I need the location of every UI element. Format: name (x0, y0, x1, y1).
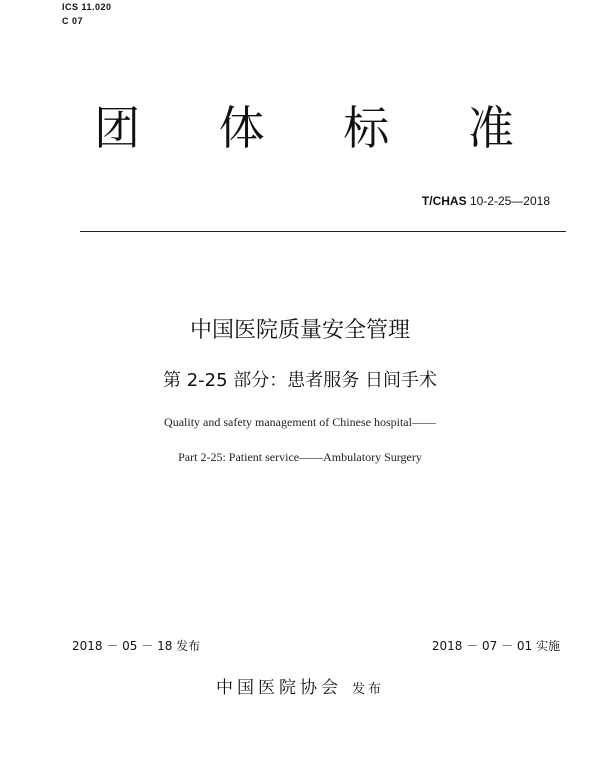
document-subtitle-en: Part 2-25: Patient service——Ambulatory Surgery (178, 450, 422, 464)
implementation-date: 2018 － 07 － 01 实施 (431, 639, 560, 653)
standard-number-value: 10-2-25—2018 (469, 194, 550, 208)
standard-type-heading: 团 体 标 准 (94, 101, 546, 155)
document-subtitle-cn: 第 2-25 部分：患者服务 日间手术 (162, 370, 437, 391)
header-divider (80, 231, 566, 232)
publisher-org: 中国医院协会 (215, 678, 342, 698)
publisher-verb: 发布 (351, 682, 384, 697)
issue-date: 2018 － 05 － 18 发布 (72, 639, 201, 653)
ics-code: ICS 11.020 (62, 2, 112, 12)
publisher-line (0, 676, 600, 702)
standard-number (422, 193, 550, 209)
document-title-cn: 中国医院质量安全管理 (189, 318, 410, 343)
standard-code: T/CHAS (421, 194, 467, 208)
document-title-en: Quality and safety management of Chinese hospital—— (164, 415, 436, 429)
ccs-code: C 07 (62, 16, 84, 26)
